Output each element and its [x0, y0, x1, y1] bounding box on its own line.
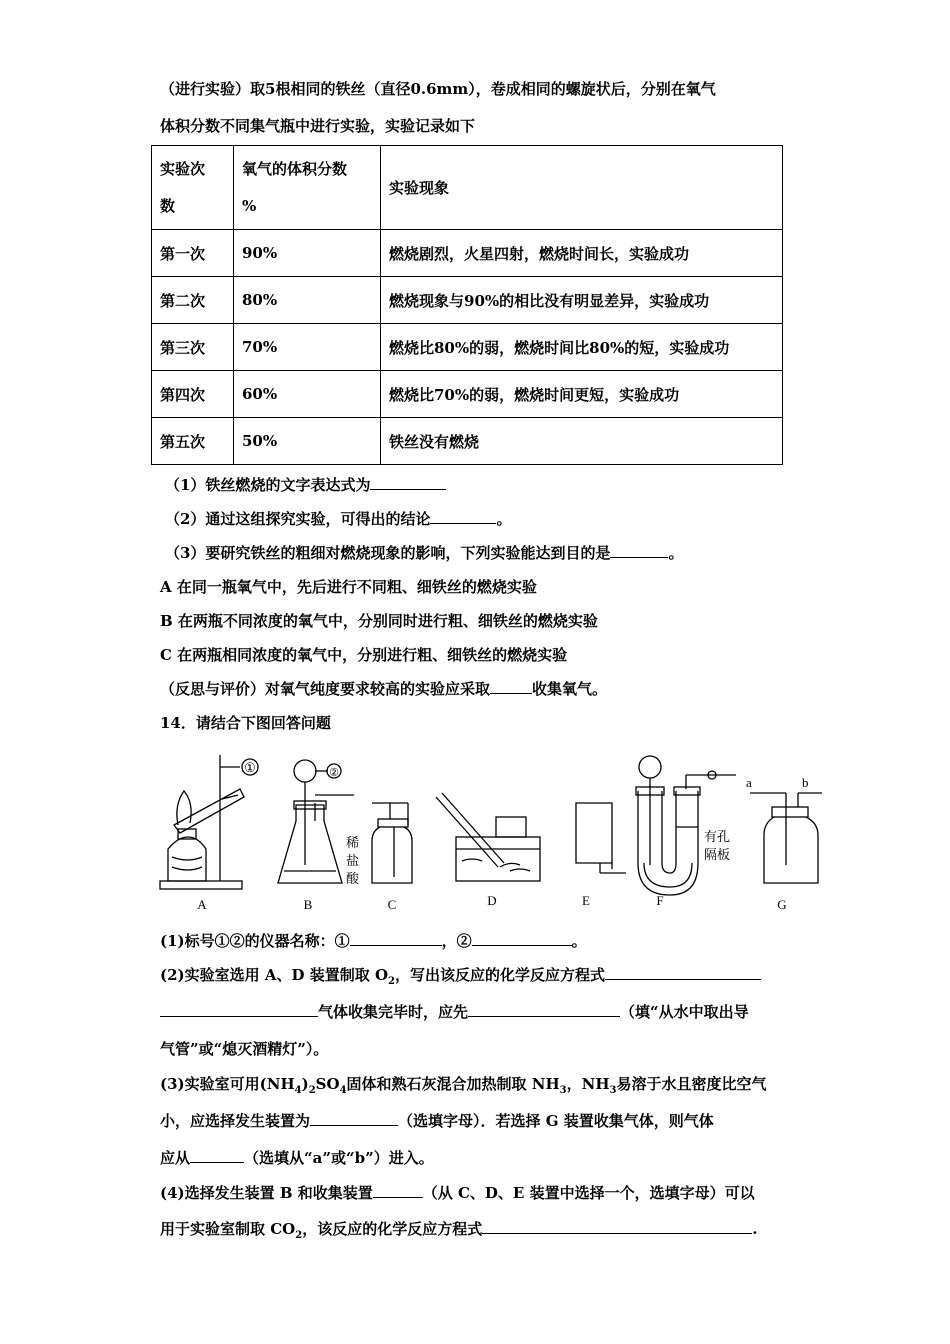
header-trial [152, 146, 234, 230]
subscript: 4 [339, 1085, 347, 1096]
question-3-end: 。 [668, 544, 684, 562]
q14-part-2 [160, 964, 761, 987]
subscript: 2 [308, 1085, 316, 1096]
header-percent-line2: % [242, 196, 257, 215]
cell-trial: 第一次 [152, 230, 234, 277]
part-3-text-i: 应从 [160, 1149, 191, 1167]
cell-phenomenon: 燃烧比70%的弱，燃烧时间更短，实验成功 [381, 371, 783, 418]
cell-percent: 50% [234, 418, 381, 465]
part-2-text-b: ，写出该反应的化学反应方程式 [394, 966, 605, 984]
q14-part-2-end: 气管”或“熄灭酒精灯”）。 [160, 1040, 329, 1058]
part-3-text: 易溶于水且密度比空气 [616, 1075, 767, 1093]
option-b: B 在两瓶不同浓度的氧气中，分别同时进行粗、细铁丝的燃烧实验 [160, 612, 598, 630]
apparatus-figure [150, 745, 830, 915]
cell-trial: 第三次 [152, 324, 234, 371]
apparatus-a [160, 755, 258, 889]
question-2 [165, 508, 511, 529]
apparatus-f [636, 756, 736, 895]
table-row [152, 418, 783, 465]
answer-blank[interactable] [610, 543, 668, 558]
table-row [152, 277, 783, 324]
part-1-end: 。 [571, 932, 587, 950]
answer-blank[interactable] [160, 1002, 318, 1017]
answer-blank[interactable] [490, 679, 532, 694]
cell-phenomenon: 燃烧现象与90%的相比没有明显差异，实验成功 [381, 277, 783, 324]
cell-percent: 70% [234, 324, 381, 371]
port-b-label: b [802, 775, 809, 790]
answer-blank[interactable] [482, 1219, 752, 1234]
mark-2: ② [329, 767, 339, 779]
acid-label: 稀 [346, 835, 360, 850]
part-3-text: 固体和熟石灰混合加热制取 NH [346, 1075, 560, 1093]
cell-trial: 第四次 [152, 371, 234, 418]
q14-part-2-cont [160, 1001, 749, 1022]
part-3-text-j: （选填从“a”或“b”）进入。 [244, 1149, 434, 1167]
q14-part-1 [160, 930, 587, 951]
header-percent-line1: 氧气的体积分数 [242, 159, 348, 178]
header-phenomenon: 实验现象 [381, 146, 783, 230]
cell-phenomenon: 燃烧剧烈，火星四射，燃烧时间长，实验成功 [381, 230, 783, 277]
option-c: C 在两瓶相同浓度的氧气中，分别进行粗、细铁丝的燃烧实验 [160, 646, 568, 664]
cell-phenomenon: 铁丝没有燃烧 [381, 418, 783, 465]
cell-phenomenon: 燃烧比80%的弱，燃烧时间比80%的短，实验成功 [381, 324, 783, 371]
answer-blank[interactable] [350, 931, 442, 946]
answer-blank[interactable] [373, 1183, 423, 1198]
answer-blank[interactable] [472, 931, 572, 946]
question-3 [165, 542, 683, 563]
part-3-text: SO [315, 1075, 340, 1093]
label-a: A [197, 897, 207, 912]
question-3-text: （3）要研究铁丝的粗细对燃烧现象的影响，下列实验能达到目的是 [165, 544, 611, 562]
answer-blank[interactable] [605, 965, 761, 980]
apparatus-d [436, 793, 540, 881]
label-b: B [303, 897, 313, 912]
acid-label: 盐 [346, 853, 360, 868]
apparatus-e [576, 803, 626, 873]
experiment-table [151, 145, 783, 465]
cell-trial: 第二次 [152, 277, 234, 324]
table-row [152, 371, 783, 418]
question-1 [165, 474, 446, 495]
label-d: D [487, 893, 497, 908]
part-3-text: (3)实验室可用(NH [160, 1075, 295, 1093]
part-3-text: ，NH [566, 1075, 610, 1093]
part-1-mid: ，② [441, 932, 472, 950]
question-2-end: 。 [496, 510, 512, 528]
subscript: 2 [295, 1230, 303, 1241]
cell-percent: 80% [234, 277, 381, 324]
q14-part-3 [160, 1073, 767, 1096]
answer-blank[interactable] [430, 509, 496, 524]
header-trial-line1: 实验次 [160, 159, 206, 178]
table-row [152, 324, 783, 371]
q14-title: 14．请结合下图回答问题 [160, 714, 331, 732]
answer-blank[interactable] [190, 1148, 244, 1163]
q14-part-3-end [160, 1147, 434, 1168]
q14-part-4-cont [160, 1218, 757, 1241]
part-2-text-d: （填“从水中取出导 [620, 1003, 749, 1021]
apparatus-c [372, 803, 412, 883]
intro-line-2: 体积分数不同集气瓶中进行实验，实验记录如下 [160, 117, 476, 135]
board-label: 隔板 [704, 847, 731, 862]
subscript: 3 [559, 1085, 567, 1096]
label-g: G [777, 897, 787, 912]
part-3-text-g: 小，应选择发生装置为 [160, 1112, 311, 1130]
subscript: 2 [388, 976, 395, 987]
port-a-label: a [746, 775, 752, 790]
part-4-text-d: ，该反应的化学反应方程式 [302, 1220, 483, 1238]
cell-percent: 90% [234, 230, 381, 277]
part-4-end: . [752, 1220, 758, 1238]
part-3-text-h: （选填字母）．若选择 G 装置收集气体，则气体 [398, 1112, 714, 1130]
part-4-text-b: （从 C、D、E 装置中选择一个，选填字母）可以 [422, 1184, 755, 1202]
part-4-text-c: 用于实验室制取 CO [160, 1220, 296, 1238]
question-2-text: （2）通过这组探究实验，可得出的结论 [165, 510, 431, 528]
answer-blank[interactable] [310, 1111, 398, 1126]
q14-part-3-cont [160, 1110, 714, 1131]
part-2-text-c: 气体收集完毕时，应先 [318, 1003, 469, 1021]
answer-blank[interactable] [370, 475, 446, 490]
answer-blank[interactable] [468, 1002, 620, 1017]
reflection [160, 678, 607, 699]
mark-1: ① [244, 760, 256, 775]
reflection-end: 收集氧气。 [532, 680, 608, 698]
option-a: A 在同一瓶氧气中，先后进行不同粗、细铁丝的燃烧实验 [160, 578, 537, 596]
apparatus-g [750, 793, 822, 883]
label-e: E [582, 893, 590, 908]
board-label: 有孔 [704, 829, 731, 844]
subscript: 4 [294, 1085, 302, 1096]
part-4-text: (4)选择发生装置 B 和收集装置 [160, 1184, 373, 1202]
question-1-text: （1）铁丝燃烧的文字表达式为 [165, 476, 371, 494]
reflection-text: （反思与评价）对氧气纯度要求较高的实验应采取 [160, 680, 491, 698]
subscript: 3 [609, 1085, 617, 1096]
intro-line-1: （进行实验）取5根相同的铁丝（直径0.6mm），卷成相同的螺旋状后，分别在氧气 [160, 80, 716, 98]
label-c: C [387, 897, 397, 912]
label-f: F [656, 893, 664, 908]
part-2-text: (2)实验室选用 A、D 装置制取 O [160, 966, 389, 984]
part-3-text: ) [301, 1075, 309, 1093]
part-1-text: (1)标号①②的仪器名称：① [160, 932, 350, 950]
header-percent [234, 146, 381, 230]
table-header-row [152, 146, 783, 230]
cell-trial: 第五次 [152, 418, 234, 465]
header-trial-line2: 数 [160, 196, 176, 215]
acid-label: 酸 [346, 871, 360, 886]
cell-percent: 60% [234, 371, 381, 418]
q14-part-4 [160, 1182, 755, 1203]
apparatus-b [278, 760, 354, 883]
table-row [152, 230, 783, 277]
